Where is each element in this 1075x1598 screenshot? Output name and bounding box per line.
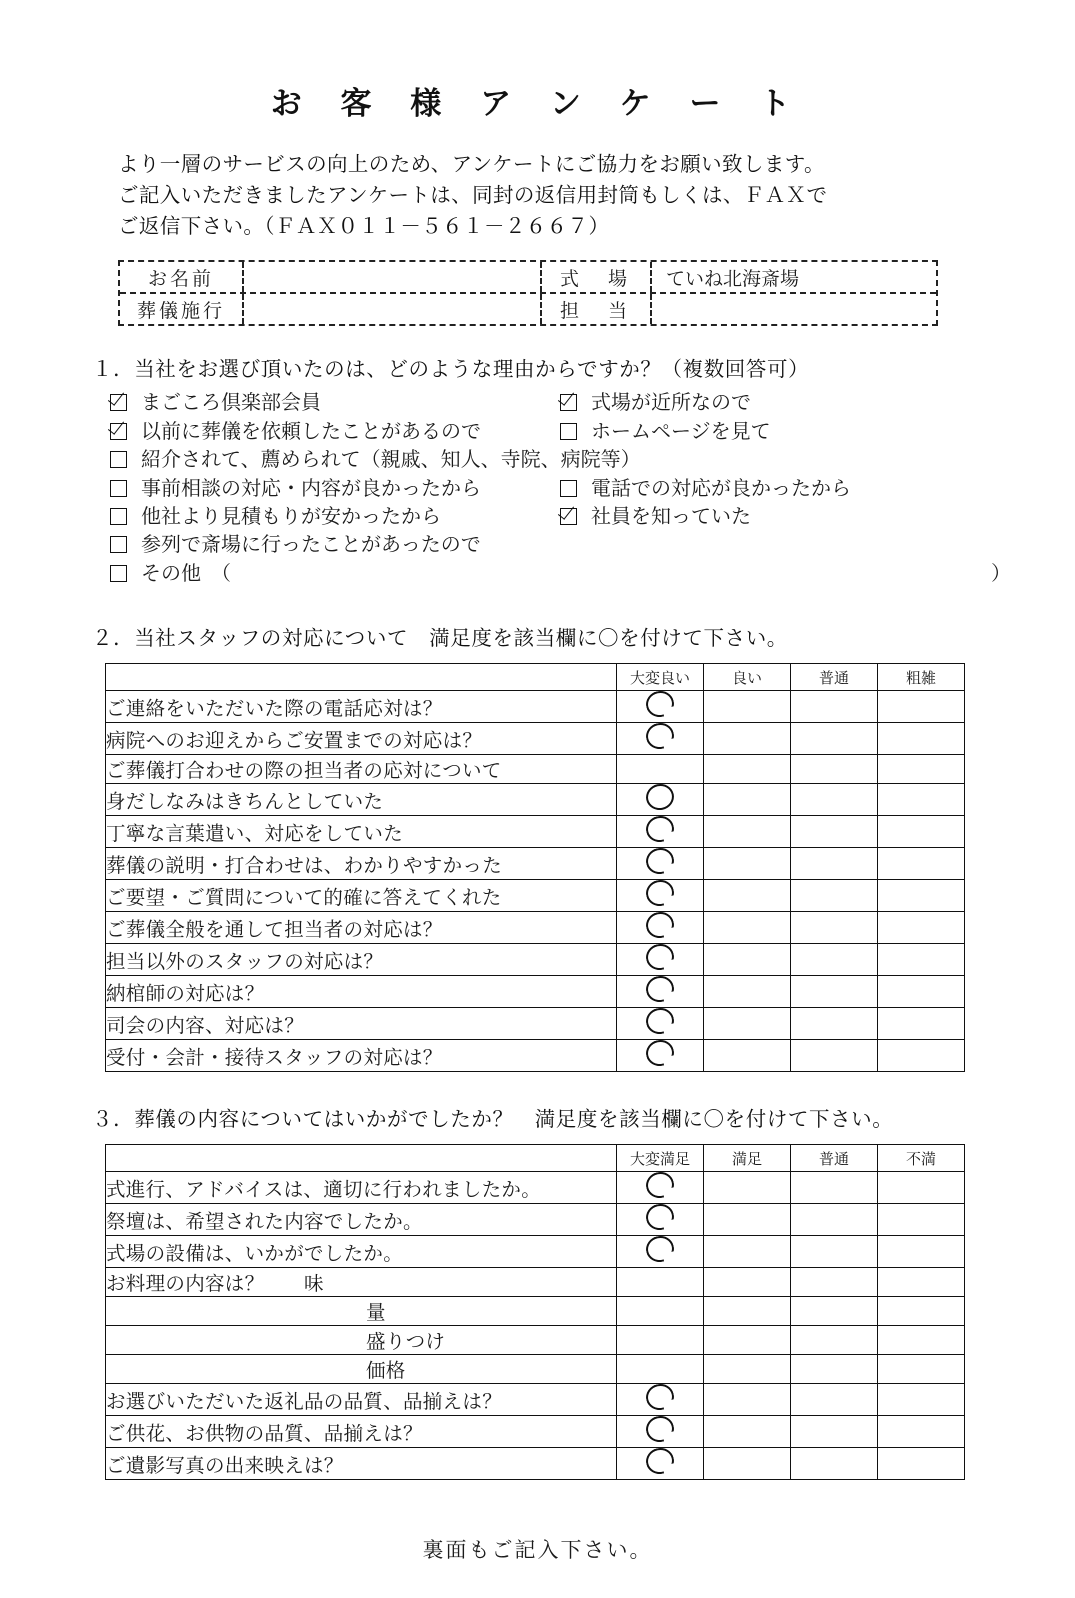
checkbox-icon[interactable] xyxy=(560,508,577,525)
rating-cell[interactable] xyxy=(617,1008,704,1040)
table-row xyxy=(106,1008,965,1040)
rating-cell[interactable] xyxy=(617,1268,704,1297)
table-row xyxy=(106,1416,965,1448)
rating-cell[interactable] xyxy=(704,691,791,723)
rating-cell[interactable] xyxy=(617,912,704,944)
row-label: ご葬儀全般を通して担当者の対応は？ xyxy=(106,912,617,944)
rating-cell[interactable] xyxy=(617,755,704,784)
checkbox-label: 以前に葬儀を依頼したことがあるので xyxy=(141,418,481,443)
rating-cell[interactable] xyxy=(878,1326,965,1355)
option-row xyxy=(110,417,1075,445)
checkbox-icon[interactable] xyxy=(560,423,577,440)
hall-label: 式 場 xyxy=(542,262,652,292)
checkbox-label: 電話での対応が良かったから xyxy=(591,475,851,500)
rating-cell[interactable] xyxy=(704,1172,791,1204)
rating-cell[interactable] xyxy=(617,1448,704,1480)
rating-cell[interactable] xyxy=(878,1268,965,1297)
circle-mark-icon xyxy=(644,1446,677,1477)
rating-cell[interactable] xyxy=(791,976,878,1008)
intro-text xyxy=(118,149,1075,242)
row-label: 式進行、アドバイスは、適切に行われましたか。 xyxy=(106,1172,617,1204)
other-close-paren: ） xyxy=(991,560,1011,585)
circle-mark-icon xyxy=(644,814,677,845)
service-value[interactable] xyxy=(244,294,542,324)
checkbox-icon[interactable] xyxy=(560,480,577,497)
rating-cell[interactable] xyxy=(878,1384,965,1416)
rating-cell[interactable] xyxy=(704,1326,791,1355)
rating-cell[interactable] xyxy=(878,1172,965,1204)
table-row xyxy=(106,1268,965,1297)
rating-cell[interactable] xyxy=(704,848,791,880)
rating-cell[interactable] xyxy=(617,1236,704,1268)
checkbox-icon[interactable] xyxy=(110,565,127,582)
table-row xyxy=(106,1448,965,1480)
intro-line-1: より一層のサービスの向上のため、アンケートにご協力をお願い致します。 xyxy=(118,152,825,176)
option-column-right xyxy=(560,388,1075,416)
table-row xyxy=(106,1040,965,1072)
rating-cell[interactable] xyxy=(704,1040,791,1072)
rating-cell[interactable] xyxy=(704,1204,791,1236)
checkbox-label: 参列で斎場に行ったことがあったので xyxy=(141,532,481,557)
rating-cell[interactable] xyxy=(704,1008,791,1040)
table-row xyxy=(106,1355,965,1384)
option-column-left xyxy=(110,388,560,416)
rating-cell[interactable] xyxy=(791,1384,878,1416)
name-value[interactable] xyxy=(244,262,542,292)
row-label: 司会の内容、対応は？ xyxy=(106,1008,617,1040)
row-label: ご要望・ご質問について的確に答えてくれた xyxy=(106,880,617,912)
option-column-left xyxy=(110,502,560,530)
checkbox-option[interactable] xyxy=(110,530,560,558)
rating-cell[interactable] xyxy=(878,723,965,755)
rating-cell[interactable] xyxy=(704,1448,791,1480)
document-page xyxy=(0,78,1075,1598)
checkbox-label: 式場が近所なので xyxy=(591,390,751,415)
rating-cell[interactable] xyxy=(704,1268,791,1297)
circle-mark-icon xyxy=(644,1006,677,1037)
hall-value[interactable]: ていね北海斎場 xyxy=(666,267,800,290)
header-info-box xyxy=(118,260,938,326)
intro-line-3: ご返信下さい。（ＦＡＸ０１１－５６１－２６６７） xyxy=(118,214,610,239)
rating-cell[interactable] xyxy=(878,976,965,1008)
header-cell-rating-1: 大変良い xyxy=(617,664,704,691)
rating-cell[interactable] xyxy=(617,880,704,912)
rating-cell[interactable] xyxy=(878,1008,965,1040)
circle-mark-icon xyxy=(644,1234,677,1265)
rating-cell[interactable] xyxy=(617,1326,704,1355)
checkbox-option[interactable] xyxy=(560,474,1075,502)
rating-cell[interactable] xyxy=(617,784,704,816)
rating-cell[interactable] xyxy=(791,723,878,755)
checkbox-label: ホームページを見て xyxy=(591,418,771,443)
row-label: 丁寧な言葉遣い、対応をしていた xyxy=(106,816,617,848)
rating-cell[interactable] xyxy=(791,1268,878,1297)
circle-mark-icon xyxy=(644,1038,677,1069)
rating-cell[interactable] xyxy=(617,691,704,723)
checkbox-option[interactable] xyxy=(110,417,560,445)
row-label: 祭壇は、希望された内容でしたか。 xyxy=(106,1204,617,1236)
rating-cell[interactable] xyxy=(617,1172,704,1204)
service-label: 葬儀施行 xyxy=(120,294,244,324)
rating-cell[interactable] xyxy=(878,1297,965,1326)
header-row-name xyxy=(120,262,936,294)
table-row xyxy=(106,816,965,848)
row-label: ご遺影写真の出来映えは？ xyxy=(106,1448,617,1480)
rating-cell[interactable] xyxy=(791,912,878,944)
row-label: 盛りつけ xyxy=(106,1326,617,1355)
header-row-service xyxy=(120,294,936,324)
row-label: 身だしなみはきちんとしていた xyxy=(106,784,617,816)
row-label: 担当以外のスタッフの対応は？ xyxy=(106,944,617,976)
table-header-row xyxy=(106,1145,965,1172)
header-cell-rating-4: 粗雑 xyxy=(878,664,965,691)
header-cell-rating-1: 大変満足 xyxy=(617,1145,704,1172)
table-row xyxy=(106,912,965,944)
page-title: お 客 様 ア ン ケ ー ト xyxy=(270,86,805,122)
rating-cell[interactable] xyxy=(617,1355,704,1384)
table-row xyxy=(106,848,965,880)
rating-cell[interactable] xyxy=(704,816,791,848)
rating-cell[interactable] xyxy=(791,1297,878,1326)
rating-cell[interactable] xyxy=(617,723,704,755)
header-cell-rating-4: 不満 xyxy=(878,1145,965,1172)
question-1-heading: １．当社をお選び頂いたのは、どのような理由からですか？（複数回答可） xyxy=(92,357,810,382)
rating-cell[interactable] xyxy=(617,848,704,880)
checkbox-icon[interactable] xyxy=(110,423,127,440)
footer-note: 裏面もご記入下さい。 xyxy=(422,1538,653,1563)
row-label: お料理の内容は？ 味 xyxy=(106,1268,617,1297)
table-row xyxy=(106,944,965,976)
checkbox-icon[interactable] xyxy=(110,480,127,497)
rating-cell[interactable] xyxy=(878,784,965,816)
circle-mark-icon xyxy=(644,1414,677,1445)
circle-mark-icon xyxy=(644,721,677,752)
option-column-left xyxy=(110,445,641,473)
question-1-options xyxy=(110,388,1075,587)
rating-cell[interactable] xyxy=(791,1326,878,1355)
question-2-heading: ２．当社スタッフの対応について 満足度を該当欄に〇を付けて下さい。 xyxy=(92,626,788,651)
rating-cell[interactable] xyxy=(791,1448,878,1480)
rating-cell[interactable] xyxy=(878,691,965,723)
rating-cell[interactable] xyxy=(704,1355,791,1384)
option-column-left xyxy=(110,474,560,502)
rating-cell[interactable] xyxy=(791,1416,878,1448)
rating-cell[interactable] xyxy=(878,944,965,976)
option-row xyxy=(110,474,1075,502)
table-row xyxy=(106,1172,965,1204)
row-label: お選びいただいた返礼品の品質、品揃えは？ xyxy=(106,1384,617,1416)
checkbox-label: まごころ倶楽部会員 xyxy=(141,390,321,415)
table-row xyxy=(106,1384,965,1416)
row-label: 病院へのお迎えからご安置までの対応は？ xyxy=(106,723,617,755)
rating-cell[interactable] xyxy=(791,880,878,912)
header-cell-blank xyxy=(106,1145,617,1172)
row-label: 価格 xyxy=(106,1355,617,1384)
checkbox-label: 紹介されて、薦められて（親戚、知人、寺院、病院等） xyxy=(141,447,641,472)
rating-cell[interactable] xyxy=(791,691,878,723)
checkbox-label: 事前相談の対応・内容が良かったから xyxy=(141,475,481,500)
table-row xyxy=(106,1297,965,1326)
rating-cell[interactable] xyxy=(617,944,704,976)
rating-cell[interactable] xyxy=(704,944,791,976)
circle-mark-icon xyxy=(644,846,677,877)
circle-mark-icon xyxy=(644,910,677,941)
table-header-row xyxy=(106,664,965,691)
table-row xyxy=(106,976,965,1008)
rating-cell[interactable] xyxy=(878,848,965,880)
rating-cell[interactable] xyxy=(878,755,965,784)
option-row xyxy=(110,559,1075,587)
checkbox-icon[interactable] xyxy=(110,508,127,525)
checkbox-option[interactable] xyxy=(110,502,560,530)
rating-cell[interactable] xyxy=(704,755,791,784)
table-row xyxy=(106,691,965,723)
rating-cell[interactable] xyxy=(878,1416,965,1448)
rating-cell[interactable] xyxy=(791,1008,878,1040)
checkbox-option-other[interactable] xyxy=(110,559,1011,587)
question-3-heading: ３．葬儀の内容についてはいかがでしたか？ 満足度を該当欄に〇を付けて下さい。 xyxy=(92,1107,894,1132)
checkbox-label: 他社より見積もりが安かったから xyxy=(141,504,441,529)
rating-cell[interactable] xyxy=(617,1416,704,1448)
rating-cell[interactable] xyxy=(791,816,878,848)
row-label: 受付・会計・接待スタッフの対応は？ xyxy=(106,1040,617,1072)
question-2-table xyxy=(105,663,965,1072)
option-row xyxy=(110,502,1075,530)
circle-mark-icon xyxy=(644,878,677,909)
option-row xyxy=(110,530,1075,558)
option-column-right xyxy=(560,417,1075,445)
circle-mark-icon xyxy=(644,1170,677,1201)
checkbox-option[interactable] xyxy=(560,417,1075,445)
option-column-left xyxy=(110,530,560,558)
rating-cell[interactable] xyxy=(878,816,965,848)
rating-cell[interactable] xyxy=(704,976,791,1008)
checkbox-option[interactable] xyxy=(110,474,560,502)
checkbox-option[interactable] xyxy=(110,388,560,416)
checkbox-icon[interactable] xyxy=(110,536,127,553)
header-cell-rating-2: 良い xyxy=(704,664,791,691)
checkbox-icon[interactable] xyxy=(110,451,127,468)
rating-cell[interactable] xyxy=(791,848,878,880)
row-label: 量 xyxy=(106,1297,617,1326)
option-column-right xyxy=(560,474,1075,502)
rating-cell[interactable] xyxy=(878,1448,965,1480)
header-cell-rating-3: 普通 xyxy=(791,1145,878,1172)
row-label: ご連絡をいただいた際の電話応対は？ xyxy=(106,691,617,723)
row-label: 葬儀の説明・打合わせは、わかりやすかった xyxy=(106,848,617,880)
rating-cell[interactable] xyxy=(704,784,791,816)
rating-cell[interactable] xyxy=(617,1297,704,1326)
rating-cell[interactable] xyxy=(791,784,878,816)
rating-cell[interactable] xyxy=(617,1204,704,1236)
rating-cell[interactable] xyxy=(791,1204,878,1236)
table-row xyxy=(106,755,965,784)
table-row xyxy=(106,880,965,912)
circle-mark-icon xyxy=(644,1202,677,1233)
row-label: ご葬儀打合わせの際の担当者の応対について xyxy=(106,755,617,784)
header-cell-blank xyxy=(106,664,617,691)
checkbox-option[interactable] xyxy=(560,502,1075,530)
intro-line-2: ご記入いただきましたアンケートは、同封の返信用封筒もしくは、ＦＡＸで xyxy=(118,183,828,208)
rating-cell[interactable] xyxy=(617,976,704,1008)
circle-mark-icon xyxy=(644,1382,677,1413)
rating-cell[interactable] xyxy=(704,723,791,755)
staff-value[interactable] xyxy=(652,294,936,324)
rating-cell[interactable] xyxy=(878,1355,965,1384)
question-3-table xyxy=(105,1144,965,1480)
staff-label: 担 当 xyxy=(542,294,652,324)
checkbox-label: その他 （ xyxy=(141,560,231,585)
option-column-left xyxy=(110,417,560,445)
rating-cell[interactable] xyxy=(791,1236,878,1268)
rating-cell[interactable] xyxy=(791,1172,878,1204)
rating-cell[interactable] xyxy=(704,1416,791,1448)
rating-cell[interactable] xyxy=(878,912,965,944)
row-label: 式場の設備は、いかがでしたか。 xyxy=(106,1236,617,1268)
checkbox-option[interactable] xyxy=(110,445,641,473)
table-row xyxy=(106,1204,965,1236)
name-label: お名前 xyxy=(120,262,244,292)
checkbox-icon[interactable] xyxy=(110,394,127,411)
rating-cell[interactable] xyxy=(617,1384,704,1416)
circle-mark-icon xyxy=(644,689,677,720)
row-label: 納棺師の対応は？ xyxy=(106,976,617,1008)
table-row xyxy=(106,1236,965,1268)
table-row xyxy=(106,1326,965,1355)
circle-mark-icon xyxy=(644,942,677,973)
rating-cell[interactable] xyxy=(704,1236,791,1268)
rating-cell[interactable] xyxy=(617,1040,704,1072)
table-row xyxy=(106,723,965,755)
rating-cell[interactable] xyxy=(878,1040,965,1072)
option-column-right xyxy=(560,530,1075,558)
rating-cell[interactable] xyxy=(704,1384,791,1416)
rating-cell[interactable] xyxy=(878,880,965,912)
table-row xyxy=(106,784,965,816)
rating-cell[interactable] xyxy=(878,1204,965,1236)
row-label: ご供花、お供物の品質、品揃えは？ xyxy=(106,1416,617,1448)
checkbox-label: 社員を知っていた xyxy=(591,504,751,529)
rating-cell[interactable] xyxy=(791,1355,878,1384)
circle-mark-icon xyxy=(644,782,677,813)
rating-cell[interactable] xyxy=(791,1040,878,1072)
option-column-right xyxy=(560,445,1075,473)
option-row xyxy=(110,388,1075,416)
option-column-right xyxy=(560,502,1075,530)
checkbox-option[interactable] xyxy=(560,388,1075,416)
rating-cell[interactable] xyxy=(704,880,791,912)
rating-cell[interactable] xyxy=(704,1297,791,1326)
circle-mark-icon xyxy=(644,974,677,1005)
checkbox-icon[interactable] xyxy=(560,394,577,411)
header-cell-rating-2: 満足 xyxy=(704,1145,791,1172)
rating-cell[interactable] xyxy=(704,912,791,944)
header-cell-rating-3: 普通 xyxy=(791,664,878,691)
rating-cell[interactable] xyxy=(791,944,878,976)
rating-cell[interactable] xyxy=(878,1236,965,1268)
rating-cell[interactable] xyxy=(791,755,878,784)
option-row xyxy=(110,445,1075,473)
rating-cell[interactable] xyxy=(617,816,704,848)
